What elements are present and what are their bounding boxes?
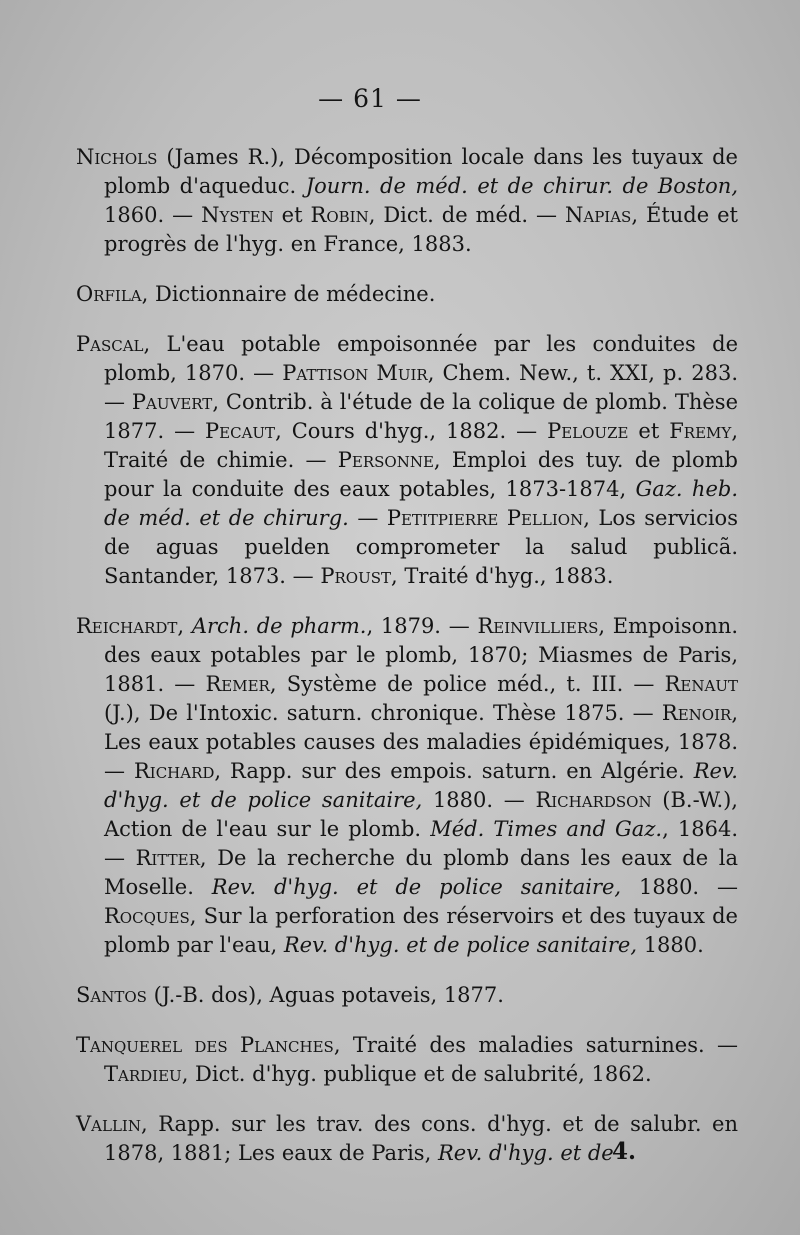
author-name: Reinvilliers (477, 614, 599, 638)
author-name: Renaut (664, 672, 738, 696)
author-name: Nichols (76, 145, 158, 169)
author-name: Pascal (76, 332, 144, 356)
bibliography-entry (76, 612, 738, 960)
entry-text: , 1879. — (366, 614, 478, 638)
journal-title: Rev. d'hyg. et de police sanitaire, (211, 875, 622, 899)
entry-text: , Chem. New., t. XXI, p. 283. — (104, 361, 738, 414)
author-name: Napias (565, 203, 632, 227)
author-name: Tardieu (104, 1062, 182, 1086)
entry-text: 1860. — (104, 203, 202, 227)
entry-text: , Cours d'hyg., 1882. — (275, 419, 548, 443)
entry-text: 1880. — (621, 875, 739, 899)
author-name: Robin (310, 203, 369, 227)
author-name: Pelouze (547, 419, 629, 443)
author-name: Remer (205, 672, 270, 696)
journal-title: Rev. d'hyg. et de (437, 1141, 614, 1165)
bibliography-entry (76, 981, 738, 1010)
author-name: Santos (76, 983, 147, 1007)
entry-text: (B.-W.), Action de l'eau sur le plomb. (104, 788, 738, 841)
entry-text: , Contrib. à l'étude de la colique de plomb. Thèse 1877. — (104, 390, 738, 443)
entry-text: , Rapp. sur des empois. saturn. en Algérie. (214, 759, 694, 783)
author-name: Renoir (661, 701, 732, 725)
entry-text: , Système de police méd., t. III. — (269, 672, 665, 696)
author-name: Richard (133, 759, 215, 783)
journal-title: Rev. d'hyg. et de police sanitaire, (283, 933, 638, 957)
entry-text: , Dict. d'hyg. publique et de salubrité, 1862. (181, 1062, 652, 1086)
entry-text: et (273, 203, 311, 227)
entry-text: (J.-B. dos), Aguas potaveis, 1877. (146, 983, 504, 1007)
entry-text: , Étude et progrès de l'hyg. en France, 1883. (104, 203, 738, 256)
entry-text: , Empoisonn. des eaux potables par le plomb, 1870; Miasmes de Paris, 1881. — (104, 614, 738, 696)
entry-text: (J.), De l'Intoxic. saturn. chronique. Thèse 1875. — (104, 701, 662, 725)
entry-text: , De la recherche du plomb dans les eaux de la Moselle. (104, 846, 738, 899)
author-name: Rocques (104, 904, 190, 928)
entry-text: , 1864. — (104, 817, 738, 870)
bibliography-entry (76, 1031, 738, 1089)
journal-title: Rev. d'hyg. et de police sanitaire, (104, 759, 738, 812)
author-name: Orfila (76, 282, 142, 306)
entry-text: , L'eau potable empoisonnée par les conduites de plomb, 1870. — (104, 332, 738, 385)
journal-title: Journ. de méd. et de chirur. de Boston, (305, 174, 738, 198)
author-name: Tanquerel des Planches (76, 1033, 334, 1057)
author-name: Pecaut (205, 419, 276, 443)
entry-text: , Los servicios de aguas puelden comprometer la salud publicã. Santander, 1873. — (104, 506, 738, 588)
entry-text: , Traité de chimie. — (104, 419, 738, 472)
author-name: Personne (337, 448, 434, 472)
entry-text: , Rapp. sur les trav. des cons. d'hyg. et de salubr. en 1878, 1881; Les eaux de Paris, (104, 1112, 738, 1165)
author-name: Proust (320, 564, 391, 588)
entry-text: , (177, 614, 192, 638)
bibliography-entry (76, 1110, 738, 1168)
author-name: Vallin (76, 1112, 141, 1136)
entry-text: , Emploi des tuy. de plomb pour la conduite des eaux potables, 1873-1874, (104, 448, 738, 501)
entry-text: , Dictionnaire de médecine. (141, 282, 436, 306)
entry-text: , Traité d'hyg., 1883. (391, 564, 614, 588)
entry-text: (James R.), Décomposition locale dans les tuyaux de plomb d'aqueduc. (104, 145, 738, 198)
entry-text: , Sur la perforation des réservoirs et des tuyaux de plomb par l'eau, (104, 904, 738, 957)
entry-text: 1880. — (422, 788, 536, 812)
entry-text: , Les eaux potables causes des maladies épidémiques, 1878. — (104, 701, 738, 783)
journal-title: Gaz. heb. de méd. et de chirurg. (104, 477, 738, 530)
author-name: Pauvert (131, 390, 213, 414)
entry-text: — (348, 506, 387, 530)
bibliography-entry (76, 280, 738, 309)
entry-text: et (628, 419, 670, 443)
author-name: Fremy (669, 419, 732, 443)
author-name: Ritter (135, 846, 200, 870)
author-name: Nysten (201, 203, 274, 227)
author-name: Reichardt (76, 614, 178, 638)
page-number: — 61 — (318, 84, 422, 113)
signature-mark: 4. (612, 1138, 637, 1165)
journal-title: Méd. Times and Gaz. (430, 817, 663, 841)
author-name: Richardson (535, 788, 652, 812)
author-name: Petitpierre Pellion (386, 506, 584, 530)
entry-text: , Traité des maladies saturnines. — (333, 1033, 738, 1057)
author-name: Pattison Muir (282, 361, 428, 385)
bibliography-entry (76, 143, 738, 259)
entry-text: , Dict. de méd. — (368, 203, 565, 227)
bibliography-entry (76, 330, 738, 591)
entry-text: 1880. (637, 933, 704, 957)
bibliography-list (76, 122, 738, 1189)
journal-title: Arch. de pharm. (191, 614, 367, 638)
